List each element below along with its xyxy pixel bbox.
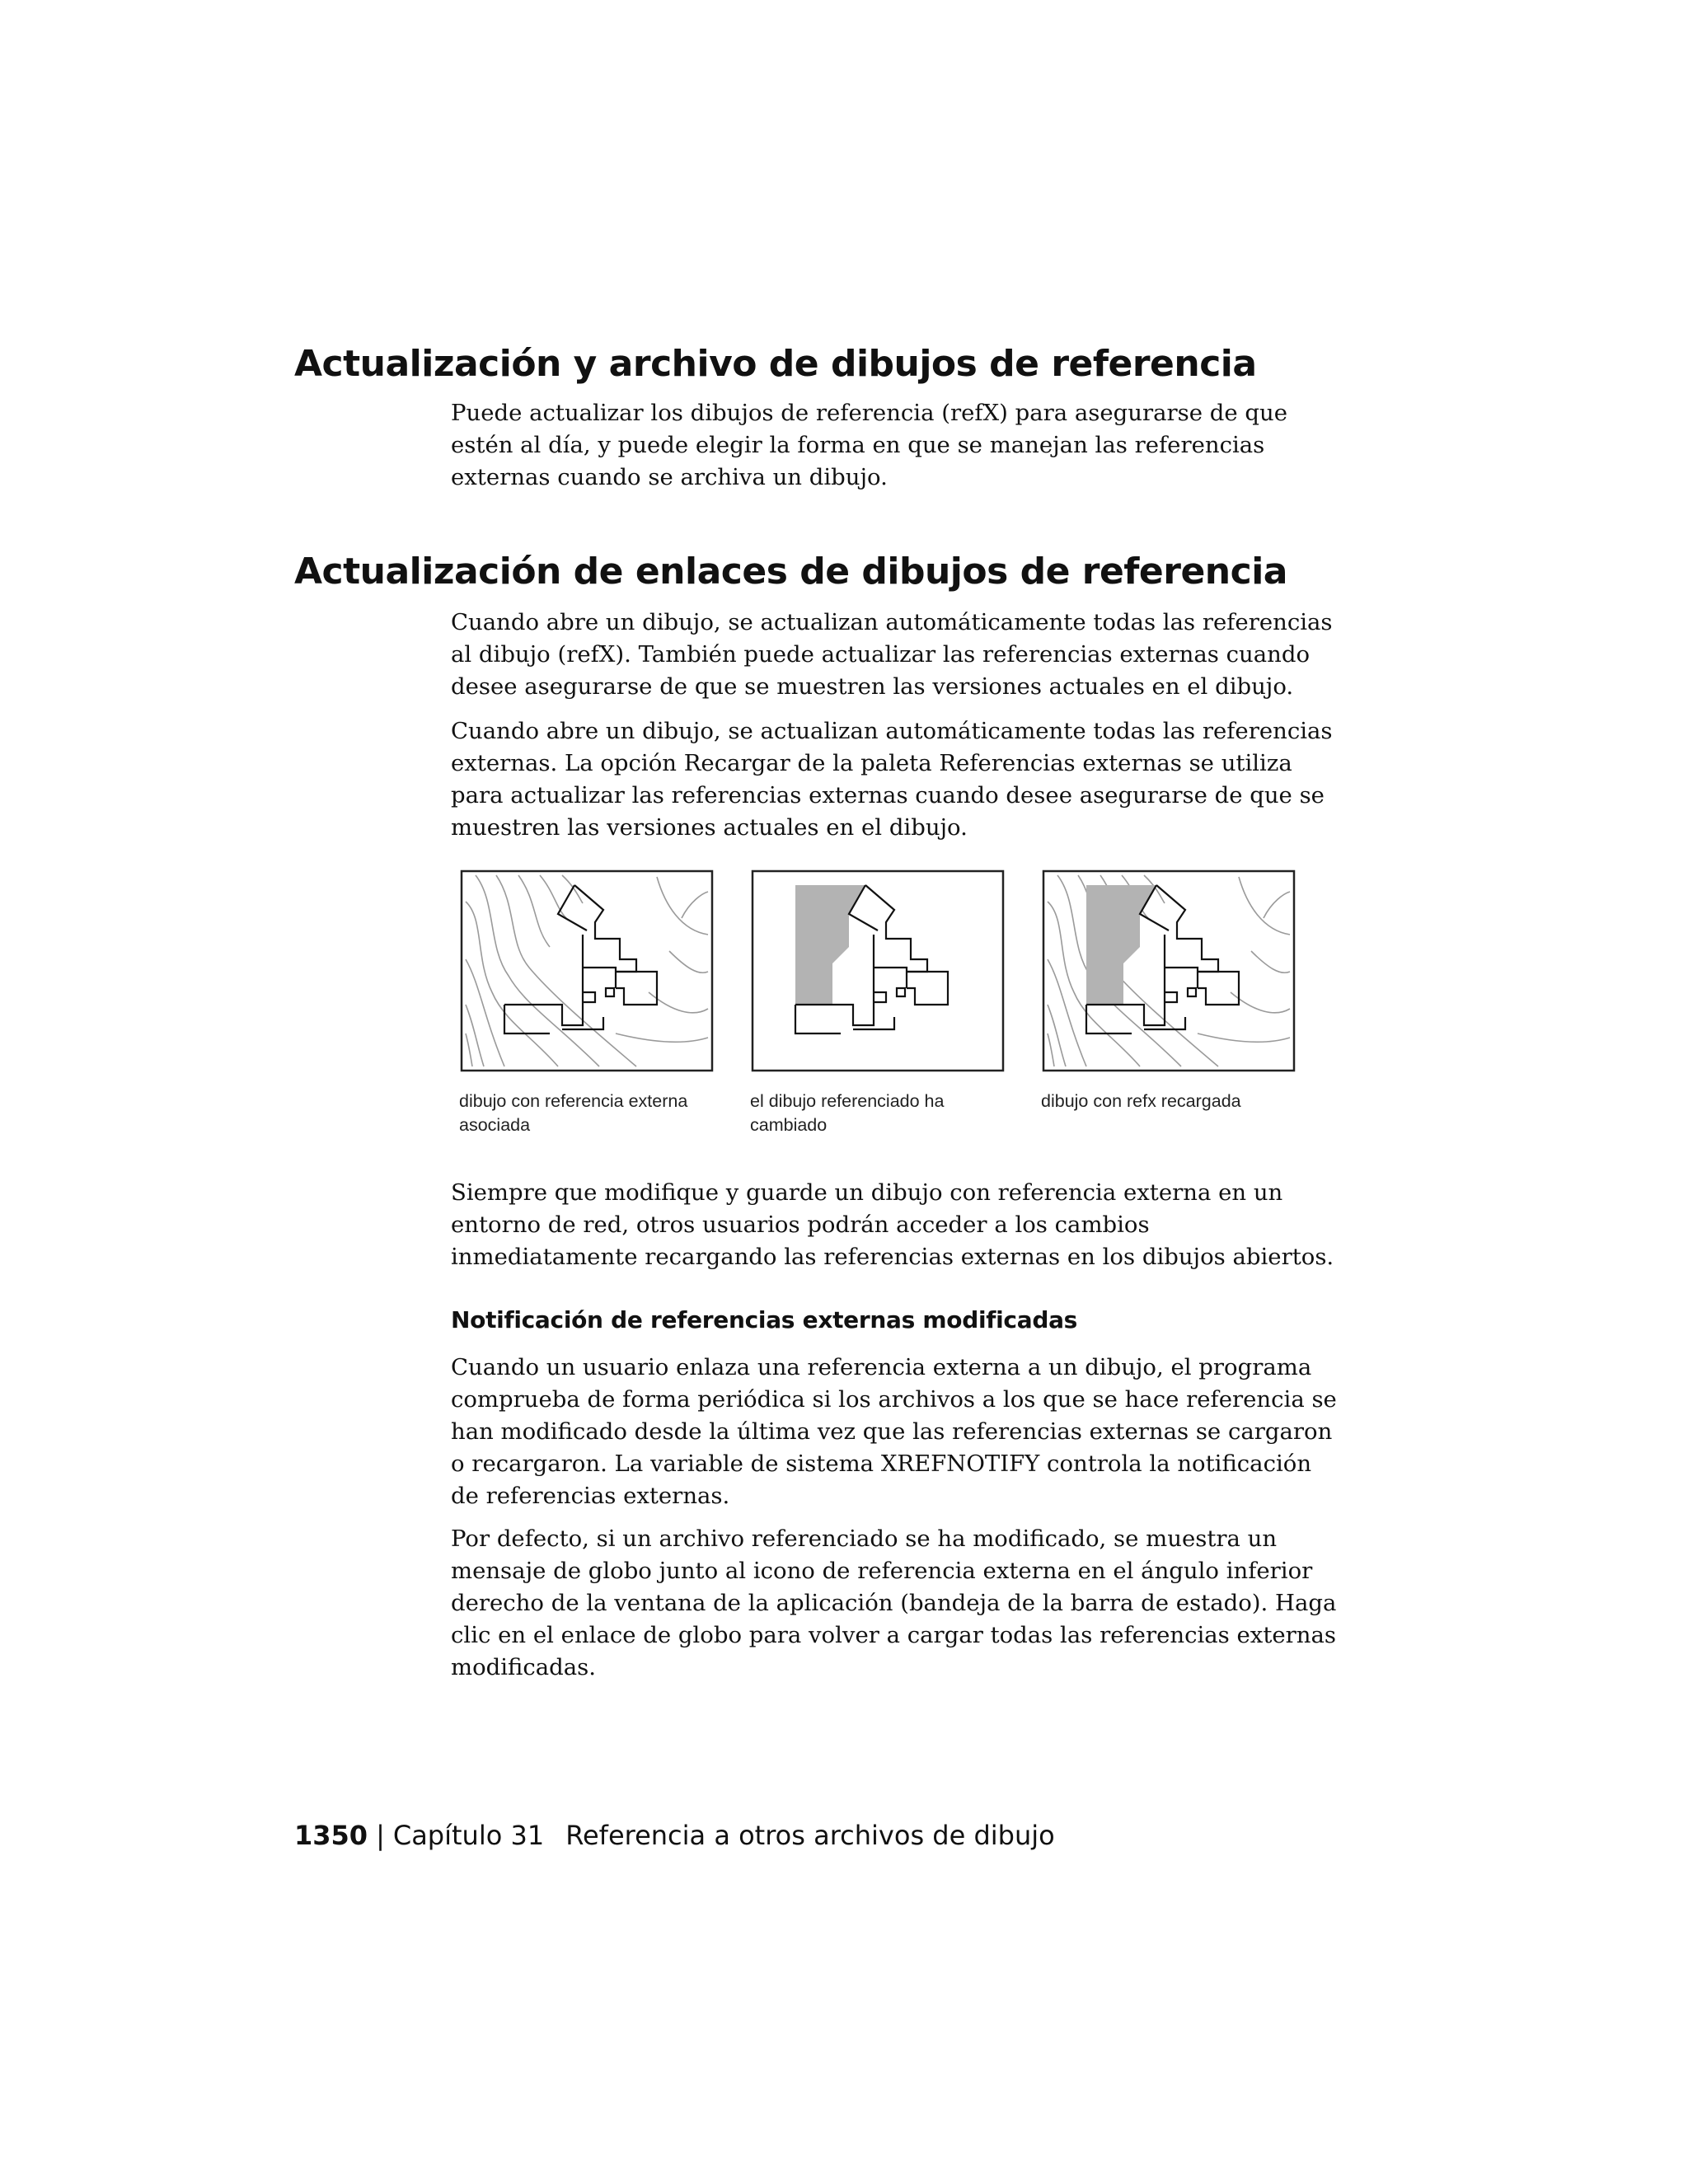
paragraph-enlaces-1 xyxy=(451,607,1337,703)
page-number: 1350 xyxy=(294,1820,368,1851)
figure-xref-attached xyxy=(459,869,715,1073)
paragraph-enlaces-2 xyxy=(451,715,1337,844)
paragraph-text: Cuando abre un dibujo, se actualizan automáticamente todas las referencias externas. La opción Recargar de la paleta Referencias externas se utiliza para actualizar las referencias externas cuando desee asegurarse de que se muestren las versiones actuales en el dibujo. xyxy=(451,718,1333,841)
paragraph-text: Cuando abre un dibujo, se actualizan automáticamente todas las referencias al dibujo (refX). También puede actualizar las referencias externas cuando desee asegurarse de que se muestren las versiones actuales en el dibujo. xyxy=(451,609,1333,700)
figure-frame xyxy=(462,871,712,1071)
intro-paragraph xyxy=(451,397,1337,494)
paragraph-notificacion-2 xyxy=(451,1523,1337,1684)
page-footer xyxy=(294,1817,1055,1854)
site-plan-drawing xyxy=(459,869,715,1073)
figure-frame xyxy=(753,871,1003,1071)
paragraph-red xyxy=(451,1177,1337,1273)
figure-caption-changed: el dibujo referenciado ha cambiado xyxy=(750,1091,945,1135)
figure-caption-attached: dibujo con referencia externa asociada xyxy=(459,1091,688,1135)
intro-text: Puede actualizar los dibujos de referencia (refX) para asegurarse de que estén al día, y puede elegir la forma en que se manejan las referencias externas cuando se archiva un dibujo. xyxy=(451,400,1288,490)
chapter-title: Referencia a otros archivos de dibujo xyxy=(565,1820,1055,1851)
subsection-heading-notificacion: Notificación de referencias externas modificadas xyxy=(451,1306,1078,1333)
chapter-label: Capítulo 31 xyxy=(392,1820,545,1851)
paragraph-text: Por defecto, si un archivo referenciado se ha modificado, se muestra un mensaje de globo junto al icono de referencia externa en el ángulo inferior derecho de la ventana de la aplicación (bandeja de la barra de estado). Haga clic en el enlace de globo para volver a cargar todas las referencias externas modificadas. xyxy=(451,1526,1337,1680)
footer-separator: | xyxy=(376,1820,385,1851)
figure-xref-changed xyxy=(750,869,1006,1073)
section-heading-archivo: Actualización y archivo de dibujos de referencia xyxy=(294,343,1257,385)
figure-xref-reloaded xyxy=(1041,869,1296,1073)
site-plan-drawing xyxy=(750,869,1006,1073)
figure-caption-reloaded: dibujo con refx recargada xyxy=(1041,1091,1241,1111)
figure-frame xyxy=(1043,871,1294,1071)
paragraph-notificacion-1 xyxy=(451,1352,1337,1512)
paragraph-text: Cuando un usuario enlaza una referencia externa a un dibujo, el programa comprueba de forma periódica si los archivos a los que se hace referencia se han modificado desde la última vez que las referencias externas se cargaron o recargaron. La variable de sistema XREFNOTIFY controla la notificación de referencias externas. xyxy=(451,1354,1337,1509)
paragraph-text: Siempre que modifique y guarde un dibujo con referencia externa en un entorno de red, otros usuarios podrán acceder a los cambios inmediatamente recargando las referencias externas en los dibujos abiertos. xyxy=(451,1179,1334,1270)
section-heading-enlaces: Actualización de enlaces de dibujos de referencia xyxy=(294,551,1287,593)
site-plan-drawing xyxy=(1041,869,1296,1073)
